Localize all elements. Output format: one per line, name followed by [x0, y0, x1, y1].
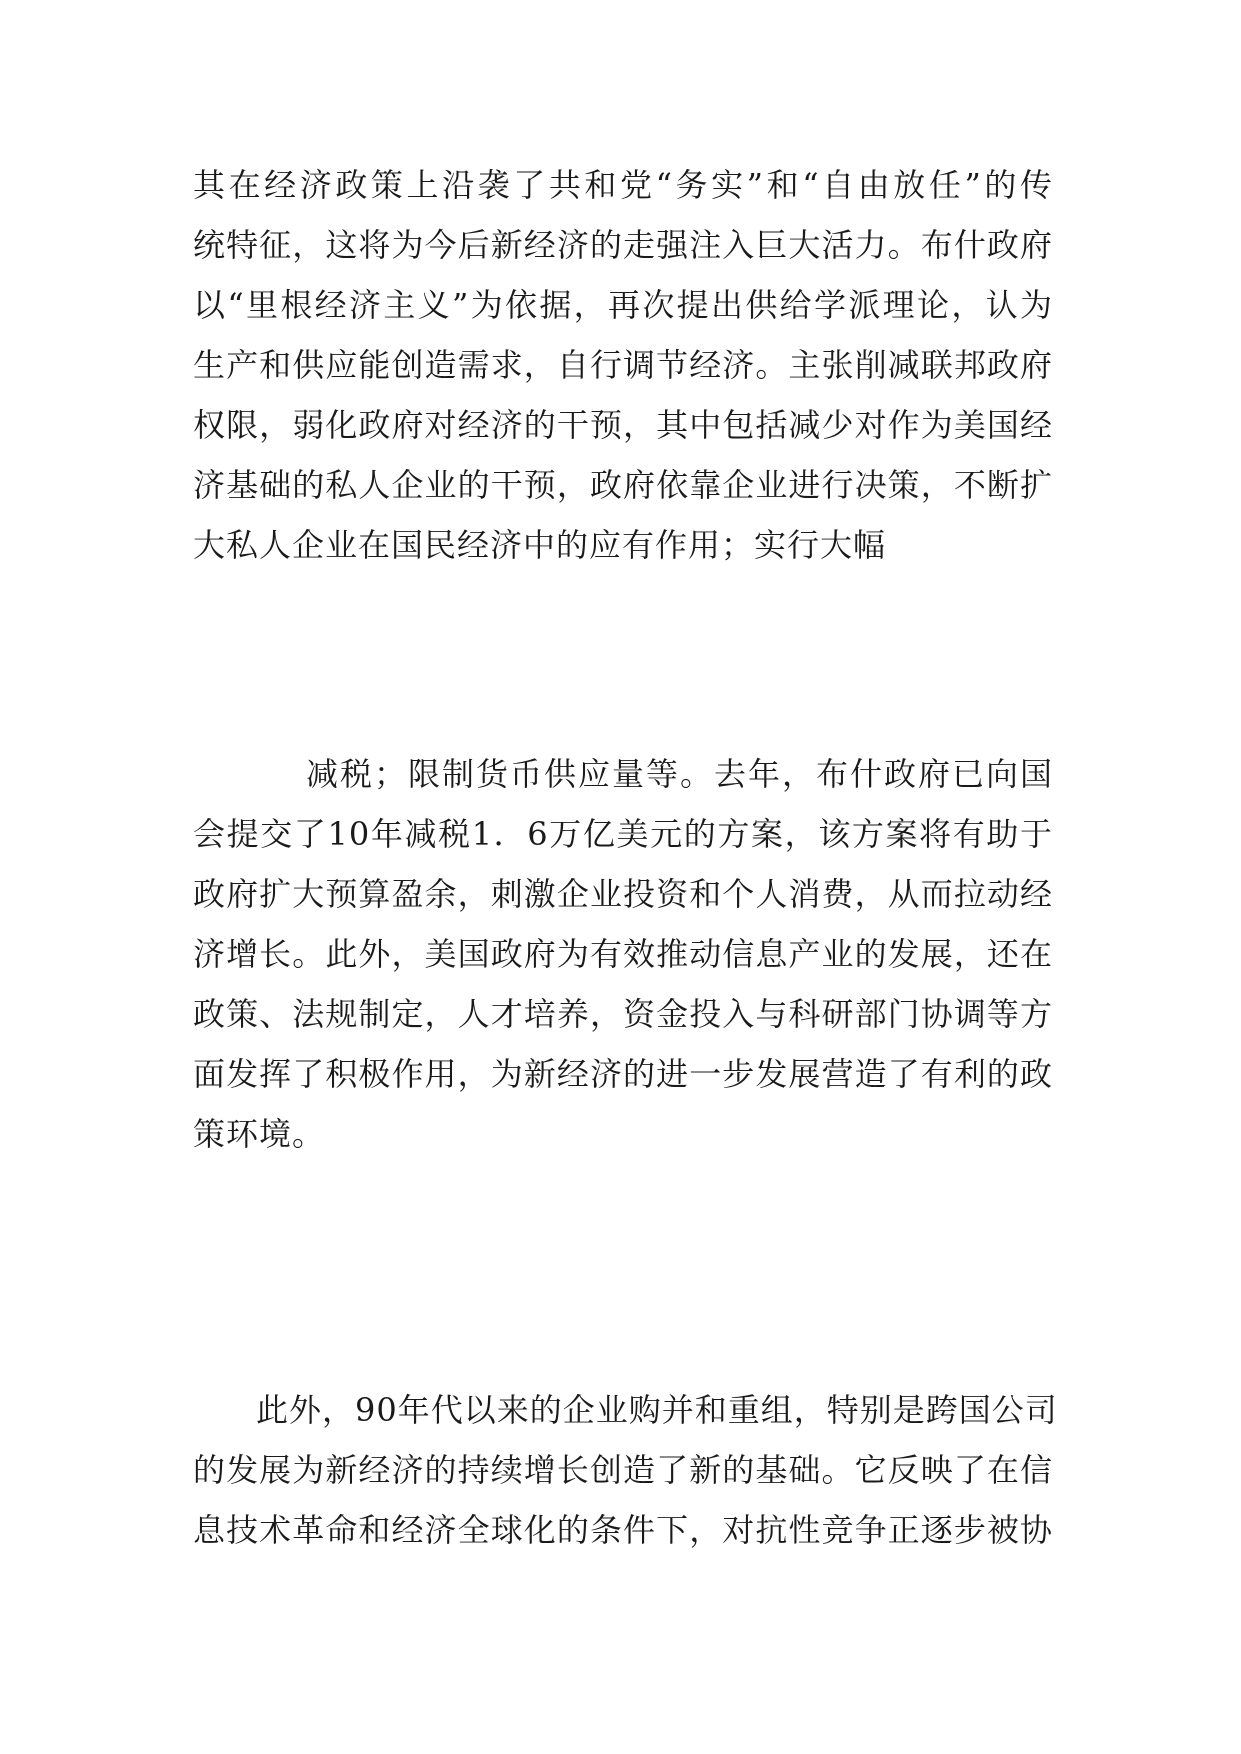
paragraph-line: 策环境。 [193, 1115, 326, 1153]
paragraph-line: 权限，弱化政府对经济的干预，其中包括减少对作为美国经 [193, 406, 1053, 444]
paragraph-line: 大私人企业在国民经济中的应有作用；实行大幅 [193, 526, 887, 564]
paragraph-1 [193, 155, 1053, 575]
paragraph-line: 息技术革命和经济全球化的条件下，对抗性竞争正逐步被协 [193, 1511, 1053, 1549]
paragraph-line: 政策、法规制定，人才培养，资金投入与科研部门协调等方 [193, 995, 1053, 1033]
paragraph-line: 以“里根经济主义”为依据，再次提出供给学派理论，认为 [193, 286, 1053, 324]
paragraph-line: 此外，90年代以来的企业购并和重组，特别是跨国公司 [256, 1391, 1058, 1429]
paragraph-2 [193, 744, 1053, 1164]
paragraph-3 [193, 1380, 1058, 1560]
paragraph-line: 统特征，这将为今后新经济的走强注入巨大活力。布什政府 [193, 226, 1053, 264]
paragraph-line: 的发展为新经济的持续增长创造了新的基础。它反映了在信 [193, 1451, 1053, 1489]
paragraph-line: 济基础的私人企业的干预，政府依靠企业进行决策，不断扩 [193, 466, 1053, 504]
paragraph-line: 减税；限制货币供应量等。去年，布什政府已向国 [306, 755, 1053, 793]
paragraph-line: 济增长。此外，美国政府为有效推动信息产业的发展，还在 [193, 935, 1053, 973]
paragraph-line: 会提交了10年减税1．6万亿美元的方案，该方案将有助于 [193, 815, 1053, 853]
paragraph-line: 其在经济政策上沿袭了共和党“务实”和“自由放任”的传 [193, 166, 1053, 204]
paragraph-line: 政府扩大预算盈余，刺激企业投资和个人消费，从而拉动经 [193, 875, 1053, 913]
paragraph-line: 生产和供应能创造需求，自行调节经济。主张削减联邦政府 [193, 346, 1053, 384]
paragraph-line: 面发挥了积极作用，为新经济的进一步发展营造了有利的政 [193, 1055, 1053, 1093]
